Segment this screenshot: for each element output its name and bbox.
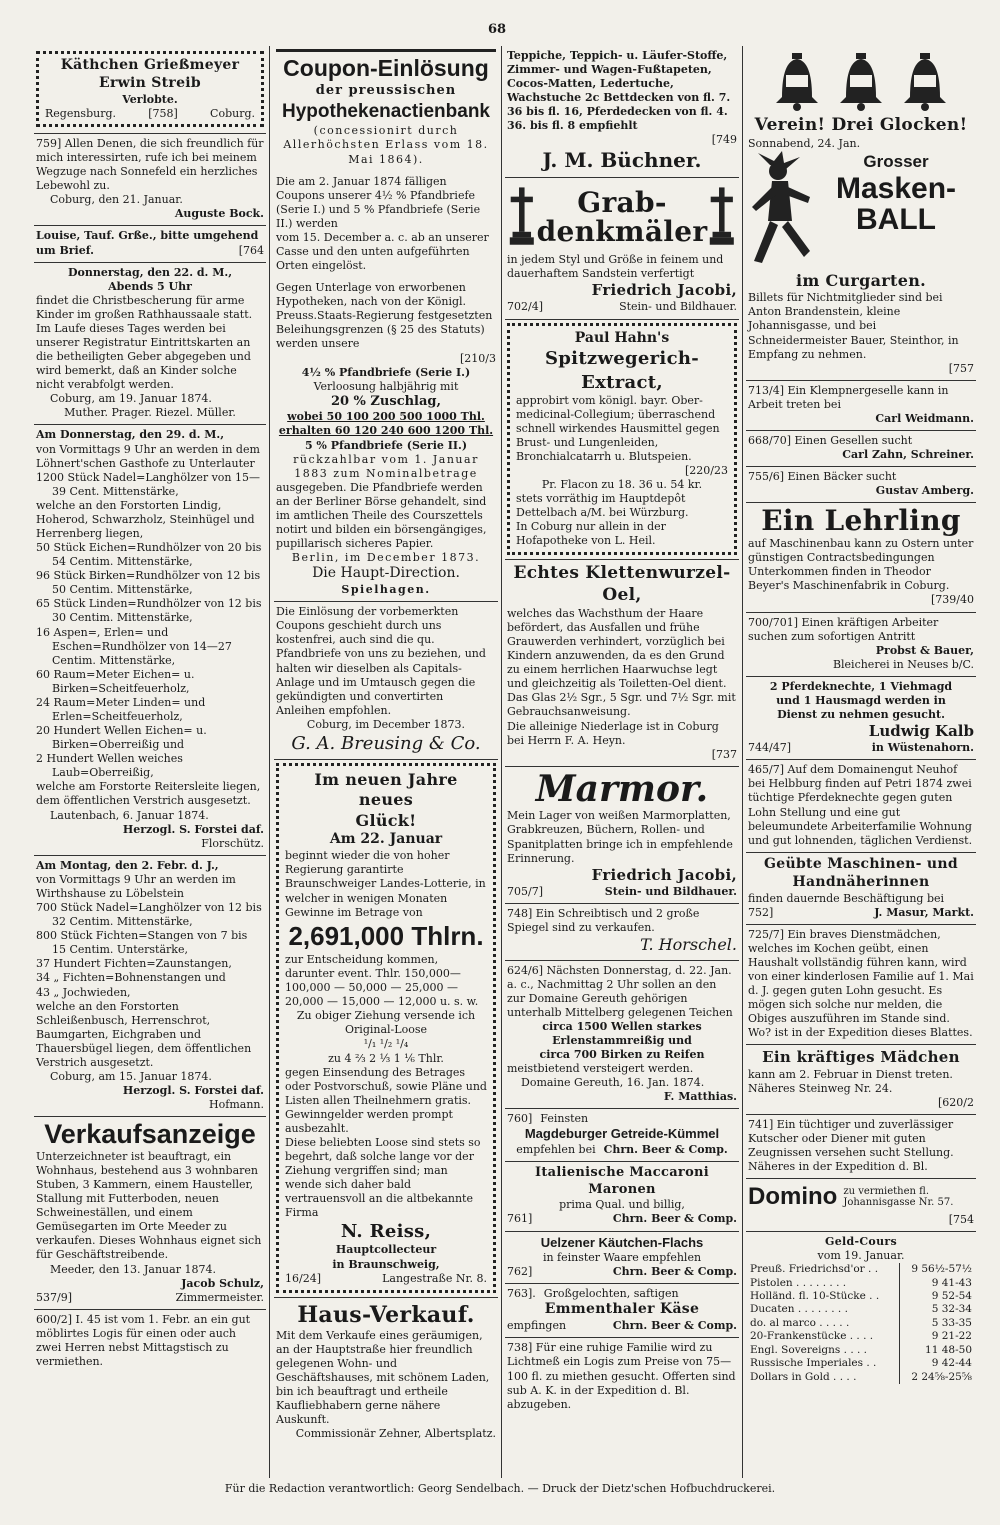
column-2 xyxy=(274,46,498,1478)
ad-number: 761] xyxy=(507,1212,533,1226)
ad-footer xyxy=(507,1212,737,1226)
bond-returns: erhalten 60 120 240 600 1200 Thl. xyxy=(278,424,494,438)
coupon-text: Die am 2. Januar 1874 fälligen Coupons unserer 4½ % Pfandbriefe (Serie I.) und 5 % Pfandbriefe (Serie II.) werden xyxy=(276,174,481,230)
ad-title: und 1 Hausmagd werden in xyxy=(776,693,946,707)
ad-number: [620/2 xyxy=(938,1095,974,1109)
ad-text: meistbietend versteigert werden. xyxy=(507,1062,694,1076)
auction-signer: Florschütz. xyxy=(201,836,264,850)
ad-firm: Chrn. Beer & Comp. xyxy=(603,1143,728,1157)
ad-signer: Spielhagen. xyxy=(341,583,431,597)
jester-icon xyxy=(748,151,818,271)
journeyman-ad xyxy=(746,431,976,467)
coupon-agent-ad xyxy=(274,602,498,760)
house-sale-2-ad xyxy=(274,1298,498,1446)
rate-name: do. al marco . . . . . xyxy=(750,1316,850,1329)
ad-title: Maronen xyxy=(588,1181,656,1197)
ad-footer xyxy=(748,741,974,755)
maccaroni-ad xyxy=(505,1162,739,1231)
auction-place: Coburg, am 15. Januar 1874. xyxy=(50,1069,212,1083)
rate-name: Holländ. fl. 10-Stücke . . xyxy=(750,1289,880,1302)
notice-place: Coburg, am 19. Januar 1874. xyxy=(50,392,212,406)
ad-signer-title: Zimmermeister. xyxy=(175,1290,264,1304)
ad-footer xyxy=(748,906,974,920)
extract-ad xyxy=(505,320,739,561)
auction-item: 34 „ Fichten=Bohnenstangen und xyxy=(36,971,226,985)
ad-footer xyxy=(507,1143,737,1157)
auction-heading: Am Montag, den 2. Febr. d. J., xyxy=(36,858,219,872)
domain-farm-ad xyxy=(746,760,976,852)
masked-ball-ad xyxy=(746,46,976,381)
rate-row xyxy=(748,1344,974,1357)
lottery-text: zur Entscheidung kommen, darunter event. Thlr. 150,000—100,000 — 50,000 — 25,000 — 20,000 — 15,000 — 12,000 u. s. w. xyxy=(285,952,479,1009)
ad-title: denkmäler xyxy=(536,215,708,249)
carpet-ad xyxy=(505,46,739,178)
ad-text: kann am 2. Februar in Dienst treten. Näheres Steinweg Nr. 24. xyxy=(748,1067,953,1095)
lottery-text: Diese beliebten Loose sind stets so begehrt, daß solche lange vor der Ziehung vergriffen sind; man wende sich daher bald vertrauensvoll an die altbekannte Firma xyxy=(285,1135,481,1220)
ad-text: 755/6] Einen Bäcker sucht xyxy=(748,470,897,484)
auction-item: welche am Forstorte Reitersleite liegen, dem öffentlichen Verstrich ausgesetzt. xyxy=(36,780,261,808)
rates-title: Geld-Cours xyxy=(825,1234,897,1248)
auction-item: 60 Raum=Meter Eichen= u. Birken=Scheitfeuerholz, xyxy=(36,667,195,695)
ad-title: Coupon-Einlösung xyxy=(276,49,496,83)
ad-text: finden dauernde Beschäftigung bei xyxy=(748,891,945,905)
strong-girl-ad xyxy=(746,1045,976,1114)
timber-auction-2 xyxy=(34,856,266,1117)
ad-title: Italienische Maccaroni xyxy=(534,1165,710,1181)
lodging-wanted-ad xyxy=(505,1338,739,1415)
lottery-text: beginnt wieder die von hoher Regierung garantirte Braunschweiger Landes-Lotterie, in welcher in wenigen Monaten Gewinne im Betrage von xyxy=(285,849,486,919)
wood-auction-ad xyxy=(505,961,739,1110)
rate-name: Engl. Sovereigns . . . . xyxy=(750,1343,868,1356)
ad-text: auf Maschinenbau kann zu Ostern unter günstigen Contractsbedingungen Unterkommen finden in Theodor Beyer's Maschinenfabrik in Coburg. xyxy=(748,537,974,593)
ad-title: Handnäherinnen xyxy=(792,873,930,890)
ad-footer xyxy=(507,300,737,314)
lottery-fractions: ¹/₁ ¹/₂ ¹/₄ xyxy=(363,1037,409,1051)
bond-series: 4½ % Pfandbriefe (Serie I.) xyxy=(301,365,471,379)
baker-ad xyxy=(746,467,976,503)
auction-item: 700 Stück Nadel=Langhölzer von 12 bis 32 Centim. Mittenstärke, xyxy=(36,901,262,929)
ad-signature: Probst & Bauer, xyxy=(875,643,974,657)
rate-name: Preuß. Friedrichsd'or . . xyxy=(750,1263,879,1276)
auction-item: 800 Stück Fichten=Stangen von 7 bis 15 Centim. Unterstärke, xyxy=(36,929,248,957)
ad-text: 465/7] Auf dem Domainengut Neuhof bei Helbburg finden auf Petri 1874 zwei tüchtige Pferdeknechte gegen guten Lohn Stellung und eine gut beleumundete Arbeiterfamilie Wohnung und gut lohnenden, täglichen Verdienst. xyxy=(748,763,973,847)
dotted-frame xyxy=(507,323,737,556)
rate-name: Ducaten . . . . . . . . xyxy=(750,1303,848,1316)
auction-signer: Hofmann. xyxy=(209,1098,264,1112)
ad-title: Echtes Klettenwurzel-Oel, xyxy=(513,563,731,606)
ad-text: Mit dem Verkaufe eines geräumigen, an der Hauptstraße hier freundlich gelegenen Wohn- und Geschäftshauses, mit schönem Laden, bin ich beauftragt und ertheile Kaufliebhabern gerne nähere Auskunft. xyxy=(276,1328,490,1427)
exchange-rates xyxy=(746,1232,976,1388)
ad-text: in jedem Styl und Größe in feinem und dauerhaftem Sandstein verfertigt xyxy=(507,253,724,281)
ad-title: Verein! Drei Glocken! xyxy=(754,115,968,135)
ad-number: [737 xyxy=(711,747,737,761)
ad-date: Sonnabend, 24. Jan. xyxy=(748,136,861,150)
ad-number: 705/7] xyxy=(507,884,543,898)
domino-row xyxy=(748,1182,974,1213)
apprentice-ad xyxy=(746,503,976,612)
engagement-notice xyxy=(34,46,266,134)
plumber-ad xyxy=(746,381,976,431)
rate-row xyxy=(748,1290,974,1303)
rate-row xyxy=(748,1357,974,1370)
rates-table xyxy=(748,1263,974,1384)
rate-row xyxy=(748,1277,974,1290)
rate-value: 9 42-44 xyxy=(900,1357,974,1370)
lottery-text: Gewinngelder werden prompt ausbezahlt. xyxy=(285,1107,453,1135)
ad-signature: Die Haupt-Direction. xyxy=(312,565,460,582)
auction-intro: von Vormittags 9 Uhr an werden im Wirthshause zu Löbelstein xyxy=(36,872,236,900)
coachman-ad xyxy=(746,1115,976,1179)
ad-text: 624/6] Nächsten Donnerstag, d. 22. Jan. a. c., Nachmittag 2 Uhr sollen an den zur Domaine Gereuth gehörigen unterhalb Mittelberg gelegenen Teichen xyxy=(507,963,733,1019)
ad-title: Geübte Maschinen- und xyxy=(764,855,958,872)
notice-signature: Muther. Prager. Riezel. Müller. xyxy=(64,406,236,420)
ad-signature: Carl Zahn, Schreiner. xyxy=(842,448,974,462)
ad-item: circa 700 Birken zu Reifen xyxy=(539,1048,705,1062)
auction-item: welche an den Forstorten Lindig, Hoherod, Schwarzholz, Steinhügel und Herrenberg liegen, xyxy=(36,498,255,540)
ad-text: stets vorräthig im Hauptdepôt Dettelbach a/M. bei Würzburg. xyxy=(516,492,689,520)
auction-item: welche an den Forstorten Schleißenbusch, Herrenschrot, Baumgarten, Eichgraben und Thauersbügel liegen, dem öffentlichen Verstrich ausgesetzt. xyxy=(36,999,252,1069)
lottery-firm-title: Hauptcollecteur xyxy=(335,1243,437,1257)
dotted-frame xyxy=(276,763,496,1293)
ad-footer xyxy=(36,1291,264,1305)
lottery-amount: 2,691,000 Thlrn. xyxy=(288,920,484,951)
kuemmel-ad xyxy=(505,1109,739,1162)
dotted-frame xyxy=(36,51,264,127)
ad-text: In Coburg nur allein in der Hofapotheke von L. Heil. xyxy=(516,520,666,548)
ad-number: [757 xyxy=(948,361,974,375)
ad-text: 668/70] Einen Gesellen sucht xyxy=(748,434,913,447)
auction-item: 37 Hundert Fichten=Zaunstangen, xyxy=(36,957,232,971)
ad-signer: Bleicherei in Neuses b/C. xyxy=(832,657,974,671)
cheese-ad xyxy=(505,1284,739,1338)
seamstress-ad xyxy=(746,853,976,925)
column-rule xyxy=(742,46,743,1478)
gravestone-header xyxy=(507,181,737,253)
bond-series: 5 % Pfandbriefe (Serie II.) xyxy=(304,438,468,452)
ad-place: Meeder, den 13. Januar 1874. xyxy=(50,1262,216,1276)
ad-text: 725/7] Ein braves Dienstmädchen, welches im Kochen geübt, einen Haushalt vollständig führen kann, wird von einer kinderlosen Familie auf 1. Mai d. J. gegen guten Lohn gesucht. Es mögen sich solche nur melden, die Obiges auszuführen im Stande sind. Wo? ist in der Expedition dieses Blattes. xyxy=(748,927,974,1040)
ad-number: [749 xyxy=(711,133,737,147)
rate-row xyxy=(748,1330,974,1343)
ad-text: 738] Für eine ruhige Familie wird zu Lichtmeß ein Logis zum Preise von 75—100 fl. zu miethen gesucht. Offerten sind sub A. K. in der Expedition d. Bl. abzugeben. xyxy=(507,1341,736,1411)
ad-text: Billets für Nichtmitglieder sind bei Anton Brandenstein, kleine Johannisgasse, und bei Schneidermeister Bauer, Steinthor, in Empfang zu nehmen. xyxy=(748,291,959,361)
coupon-text: rückzahlbar vom 1. Januar 1883 zum Nominalbetrage xyxy=(293,452,479,480)
lottery-footer xyxy=(285,1272,487,1286)
rate-value: 9 52-54 xyxy=(900,1290,974,1303)
ad-number: [754 xyxy=(948,1212,974,1226)
gravestone-ad xyxy=(505,178,739,319)
ad-text: 713/4] Ein Klempnergeselle kann in Arbeit treten bei xyxy=(748,383,949,411)
ad-title: Verkaufsanzeige xyxy=(44,1119,256,1150)
ad-text: Die alleinige Niederlage ist in Coburg bei Herrn F. A. Heyn. xyxy=(507,719,719,747)
worker-ad xyxy=(746,613,976,677)
ad-item: circa 1500 Wellen starkes Erlenstammreißig und xyxy=(542,1019,702,1047)
ad-place: in Wüstenahorn. xyxy=(871,741,974,755)
engaged-label: Verlobte. xyxy=(122,92,178,106)
farewell-notice xyxy=(34,134,266,226)
ad-text: Unterzeichneter ist beauftragt, ein Wohnhaus, bestehend aus 3 wohnbaren Stuben, 3 Kammern, einem Hausteller, Stallung mit Futterboden, neuen Schweineställen, und einem Gemüsegarten im Orte Meeder zu verkaufen. Dieses Wohnhaus eignet sich für Geschäftstreibende. xyxy=(36,1149,262,1262)
ad-number: [758] xyxy=(148,106,178,120)
ad-signature: Gustav Amberg. xyxy=(875,484,974,498)
ad-signature: Jacob Schulz, xyxy=(181,1276,264,1290)
concession-note: (concessionirt durch Allerhöchsten Erlass vom 18. Mai 1864). xyxy=(283,124,489,166)
farewell-signature: Auguste Bock. xyxy=(174,207,264,221)
lodging-ad xyxy=(34,1310,266,1373)
lottery-firm-city: in Braunschweig, xyxy=(332,1257,440,1271)
domino-ad xyxy=(746,1179,976,1232)
ad-place: Domaine Gereuth, 16. Jan. 1874. xyxy=(521,1076,705,1090)
auction-place: Lautenbach, 6. Januar 1874. xyxy=(50,808,209,822)
ad-footer xyxy=(507,885,737,899)
ad-text: empfingen xyxy=(507,1319,567,1333)
ad-firm: Friedrich Jacobi, xyxy=(591,865,737,884)
rate-value: 11 48-50 xyxy=(900,1344,974,1357)
ad-title: Ein kräftiges Mädchen xyxy=(762,1048,960,1067)
auction-item: 65 Stück Linden=Rundhölzer von 12 bis 30 Centim. Mittenstärke, xyxy=(36,597,262,625)
auction-item: 16 Aspen=, Erlen= und Eschen=Rundhölzer von 14—27 Centim. Mittenstärke, xyxy=(36,625,232,667)
ad-signature: J. Masur, Markt. xyxy=(874,905,974,919)
auction-signature: Herzogl. S. Forstei daf. xyxy=(122,1084,264,1098)
auction-item: 24 Raum=Meter Linden= und Erlen=Scheitfeuerholz, xyxy=(36,695,206,724)
personal-notice xyxy=(34,226,266,262)
ad-text: empfehlen bei xyxy=(516,1143,596,1157)
house-sale-ad xyxy=(34,1117,266,1310)
ad-firm: J. M. Büchner. xyxy=(542,147,702,172)
ad-title: Uelzener Käutchen-Flachs xyxy=(540,1234,704,1250)
lottery-ad xyxy=(274,760,498,1298)
rate-value: 9 41-43 xyxy=(900,1277,974,1290)
ad-title: Grosser xyxy=(863,151,929,171)
hair-oil-ad xyxy=(505,560,739,766)
rate-value: 5 33-35 xyxy=(900,1317,974,1330)
rate-row xyxy=(748,1371,974,1384)
ad-header xyxy=(507,1112,737,1126)
rate-name: Pistolen . . . . . . . . xyxy=(750,1276,847,1289)
cross-icon xyxy=(507,181,537,253)
rate-name: Russische Imperiales . . xyxy=(750,1357,877,1370)
ad-text: 748] Ein Schreibtisch und 2 große Spiegel sind zu verkaufen. xyxy=(507,906,700,934)
ad-signature: Commissionär Zehner, Albertsplatz. xyxy=(295,1427,496,1441)
ad-number: [764 xyxy=(238,243,264,257)
ad-number: [739/40 xyxy=(931,593,974,607)
column-1 xyxy=(34,46,266,1478)
ad-text: prima Qual. und billig, xyxy=(559,1198,685,1212)
coupon-text: Verloosung halbjährig mit xyxy=(313,379,459,393)
rate-row xyxy=(748,1303,974,1316)
rate-row xyxy=(748,1317,974,1330)
ad-title: Magdeburger Getreide-Kümmel xyxy=(524,1126,720,1142)
ad-firm: Chrn. Beer & Comp. xyxy=(612,1265,737,1279)
ad-title: BALL xyxy=(856,203,936,237)
ad-text: welches das Wachsthum der Haare befördert, das Ausfallen und frühe Grauwerden verhindert, vorzüglich bei Kindern anzuwenden, da es den Grund zu einem herrlichen Haarwuchse legt und gleichzeitig als Toiletten-Oel dient. Das Glas 2½ Sgr., 5 Sgr. und 7½ Sgr. mit Gebrauchsanweisung. xyxy=(507,606,736,719)
ad-text: Großgelochten, saftigen xyxy=(543,1287,679,1301)
ad-number: 537/9] xyxy=(36,1290,72,1304)
ad-title: Emmenthaler Käse xyxy=(544,1301,700,1318)
column-4 xyxy=(746,46,976,1478)
bells-illustration xyxy=(748,53,974,111)
ad-text: 700/701] Einen kräftigen Arbeiter suchen zum sofortigen Antritt xyxy=(748,615,939,643)
ad-signature: F. Matthias. xyxy=(663,1090,737,1104)
timber-auction-1 xyxy=(34,425,266,855)
ad-place: Berlin, im December 1873. xyxy=(291,551,481,565)
desk-sale-ad xyxy=(505,904,739,961)
ad-venue: im Curgarten. xyxy=(795,270,927,290)
auction-item: 43 „ Jochwieden, xyxy=(36,985,131,999)
farmhands-ad xyxy=(746,677,976,761)
ad-number: [210/3 xyxy=(460,351,496,365)
ad-number: 760] xyxy=(507,1112,533,1126)
ad-signature: T. Horschel. xyxy=(640,935,737,955)
rate-value: 9 56½-57½ xyxy=(900,1263,974,1276)
auction-item: 2 Hundert Wellen weiches Laub=Oberreißig, xyxy=(36,752,183,780)
ball-title xyxy=(818,151,974,236)
ad-text: Die Einlösung der vorbemerkten Coupons geschieht durch uns kostenfrei, auch sind die qu. Pfandbriefe von uns zu beziehen, und halten wir dieselben als Capitals-Anlage und im Umtausch gegen die gekündigten und convertirten Anleihen empfohlen. xyxy=(276,605,486,717)
cross-icon xyxy=(707,181,737,253)
rate-name: Dollars in Gold . . . . xyxy=(750,1370,857,1383)
ad-title: Paul Hahn's xyxy=(574,329,670,346)
housemaid-ad xyxy=(746,925,976,1046)
auction-item: 50 Stück Eichen=Rundhölzer von 20 bis 54 Centim. Mittenstärke, xyxy=(36,541,262,569)
bell-icon xyxy=(900,53,950,111)
ad-number: 744/47] xyxy=(748,741,791,755)
column-rule xyxy=(269,46,270,1478)
bell-icon xyxy=(772,53,822,111)
ad-firm: Friedrich Jacobi, xyxy=(591,281,737,300)
ad-firm-title: Stein- und Bildhauer. xyxy=(604,884,737,898)
ad-firm: Chrn. Beer & Comp. xyxy=(612,1212,737,1226)
auction-signature: Herzogl. S. Forstei daf. xyxy=(122,822,264,836)
ad-signature: Carl Weidmann. xyxy=(875,411,974,425)
bride-name: Käthchen Grießmeyer xyxy=(60,57,240,73)
lottery-prices: zu 4 ⅔ 2 ⅓ 1 ⅙ Thlr. xyxy=(328,1051,444,1065)
column-rule xyxy=(501,46,502,1478)
ad-title: Dienst zu nehmen gesucht. xyxy=(777,707,945,721)
premium: 20 % Zuschlag, xyxy=(330,393,442,409)
ad-text: in feinster Waare empfehlen xyxy=(542,1251,702,1265)
auction-intro: von Vormittags 9 Uhr an werden in dem Löhnert'schen Gasthofe zu Unterlauter xyxy=(36,442,260,470)
lottery-heading: Im neuen Jahre neues xyxy=(314,769,458,810)
ad-firm: Chrn. Beer & Comp. xyxy=(612,1319,737,1333)
farewell-text: 759] Allen Denen, die sich freundlich für mich interessirten, rufe ich bei meinem Wegzuge nach Sonnefeld ein herzliches Lebewohl zu. xyxy=(36,136,264,193)
ad-number: 752] xyxy=(748,905,774,919)
coupon-text: Gegen Unterlage von erworbenen Hypotheken, nach von der Königl. Preuss.Staats-Regierung festgesetzten Beleihungsgrenzen (§ 25 des Statuts) werden unsere xyxy=(276,281,493,351)
ad-title: Grab- xyxy=(577,185,667,219)
auction-item: 96 Stück Birken=Rundhölzer von 12 bis 50 Centim. Mittenstärke, xyxy=(36,569,261,597)
lottery-text: gegen Einsendung des Betrages oder Postvorschuß, sowie Pläne und Listen allen Theilnehmern gratis. xyxy=(285,1065,487,1107)
engagement-places xyxy=(45,107,255,121)
bond-values: wobei 50 100 200 500 1000 Thl. xyxy=(287,410,485,424)
bank-name: Hypothekenactienbank xyxy=(282,101,490,123)
ad-text: 600/2] I. 45 ist vom 1. Febr. an ein gut möblirtes Logis für einen oder auch zwei Herren nebst Mittagstisch zu vermiethen. xyxy=(36,1312,251,1368)
ad-title: Masken- xyxy=(835,171,957,205)
ad-title: 2 Pferdeknechte, 1 Viehmagd xyxy=(769,679,953,693)
flax-ad xyxy=(505,1232,739,1285)
ad-signature: Ludwig Kalb xyxy=(868,722,974,741)
place-left: Regensburg. xyxy=(45,106,116,120)
groom-name: Erwin Streib xyxy=(98,74,202,91)
rate-value: 2 24⅝-25⅝ xyxy=(900,1371,974,1384)
ad-price: Pr. Flacon zu 18. 36 u. 54 kr. xyxy=(541,478,703,491)
ad-title: Marmor. xyxy=(535,767,709,810)
ad-number: 16/24] xyxy=(285,1271,321,1285)
ad-text: zu vermiethen fl. Johannisgasse Nr. 57. xyxy=(843,1185,954,1209)
notice-heading: Donnerstag, den 22. d. M., xyxy=(67,265,233,279)
ad-footer xyxy=(507,1265,737,1279)
marble-ad xyxy=(505,767,739,904)
ad-text: approbirt vom königl. bayr. Ober-medicinal-Collegium; überraschend schnell wirkendes Hausmittel gegen Brust- und Lungenleiden, Bronchialcatarrh u. Blutspeien. xyxy=(516,393,720,463)
auction-heading: Am Donnerstag, den 29. d. M., xyxy=(36,428,225,442)
ad-number: 702/4] xyxy=(507,300,543,314)
lottery-date: Am 22. Januar xyxy=(329,831,443,848)
ball-header xyxy=(748,151,974,271)
ad-firm-title: Stein- und Bildhauer. xyxy=(619,300,737,314)
ad-subtitle: der preussischen xyxy=(315,83,457,99)
notice-text: findet die Christbescherung für arme Kinder im großen Rathhaussaale statt. Im Laufe dieses Tages werden bei unserer Registratur Eintrittskarten an die betheiligten Geber abgegeben und wird bemerkt, daß an Kinder solche nicht verabfolgt werden. xyxy=(36,293,253,392)
column-3 xyxy=(505,46,739,1478)
ad-place: Coburg, im December 1873. xyxy=(306,717,466,731)
personal-text: Louise, Tauf. Grße., bitte umgehend um Brief. xyxy=(36,229,259,257)
christmas-notice xyxy=(34,263,266,426)
rate-row xyxy=(748,1263,974,1276)
ad-number: 763]. xyxy=(507,1287,536,1301)
farewell-place: Coburg, den 21. Januar. xyxy=(50,193,183,207)
lottery-text: Zu obiger Ziehung versende ich Original-Loose xyxy=(296,1009,476,1037)
coupon-text: vom 15. December a. c. ab an unserer Casse und den unten aufgeführten Orten eingelöst. xyxy=(276,230,489,273)
ad-text: Feinsten xyxy=(540,1112,589,1126)
notice-subheading: Abends 5 Uhr xyxy=(108,279,192,293)
rates-date: vom 19. Januar. xyxy=(817,1248,905,1262)
page-number: 68 xyxy=(488,22,507,37)
ad-footer xyxy=(507,1319,737,1333)
rate-value: 9 21-22 xyxy=(900,1330,974,1343)
bell-icon xyxy=(836,53,886,111)
rate-name: 20-Frankenstücke . . . . xyxy=(750,1330,874,1343)
ad-signature: G. A. Breusing & Co. xyxy=(291,732,481,754)
lottery-heading: Glück! xyxy=(355,810,417,830)
auction-item: 20 Hundert Wellen Eichen= u. Birken=Oberreißig und xyxy=(36,724,207,752)
lottery-address: Langestraße Nr. 8. xyxy=(382,1271,487,1285)
gravestone-title xyxy=(536,185,708,249)
auction-item: 1200 Stück Nadel=Langhölzer von 15—39 Cent. Mittenstärke, xyxy=(36,470,261,498)
coupon-ad xyxy=(274,46,498,602)
ad-text: 741] Ein tüchtiger und zuverlässiger Kutscher oder Diener mit guten Zeugnissen versehen sucht Stellung. Näheres in der Expedition d. Bl. xyxy=(748,1117,954,1174)
ad-number: [220/23 xyxy=(685,463,728,477)
ad-text: Mein Lager von weißen Marmorplatten, Grabkreuzen, Büchern, Rollen- und Spanitplatten bringe ich in empfehlende Erinnerung. xyxy=(507,809,733,865)
ad-number: 762] xyxy=(507,1265,533,1279)
coupon-text: ausgegeben. Die Pfandbriefe werden an der Berliner Börse gehandelt, sind im amtlichen Theile des Courszettels notirt und bilden ein börsengängiges, pupillarisch sicheres Papier. xyxy=(276,480,487,551)
lottery-firm: N. Reiss, xyxy=(340,1221,432,1243)
ad-title: Ein Lehrling xyxy=(761,504,961,538)
imprint-footer: Für die Redaction verantwortlich: Georg Sendelbach. — Druck der Dietz'schen Hofbuchdruckerei. xyxy=(224,1482,776,1495)
ad-title: Domino xyxy=(748,1183,838,1211)
ad-text: Teppiche, Teppich- u. Läufer-Stoffe, Zimmer- und Wagen-Fußtapeten, Cocos-Matten, Ledertuche, Wachstuche 2c Bettdecken von fl. 7. 36 bis fl. 16, Pferdedecken von fl. 4. 36. bis fl. 8 empfiehlt xyxy=(507,49,731,133)
ad-title: Spitzwegerich-Extract, xyxy=(545,348,699,393)
ad-title: Haus-Verkauf. xyxy=(297,1301,475,1328)
place-right: Coburg. xyxy=(210,106,255,120)
ad-header xyxy=(507,1287,737,1301)
rate-value: 5 32-34 xyxy=(900,1303,974,1316)
